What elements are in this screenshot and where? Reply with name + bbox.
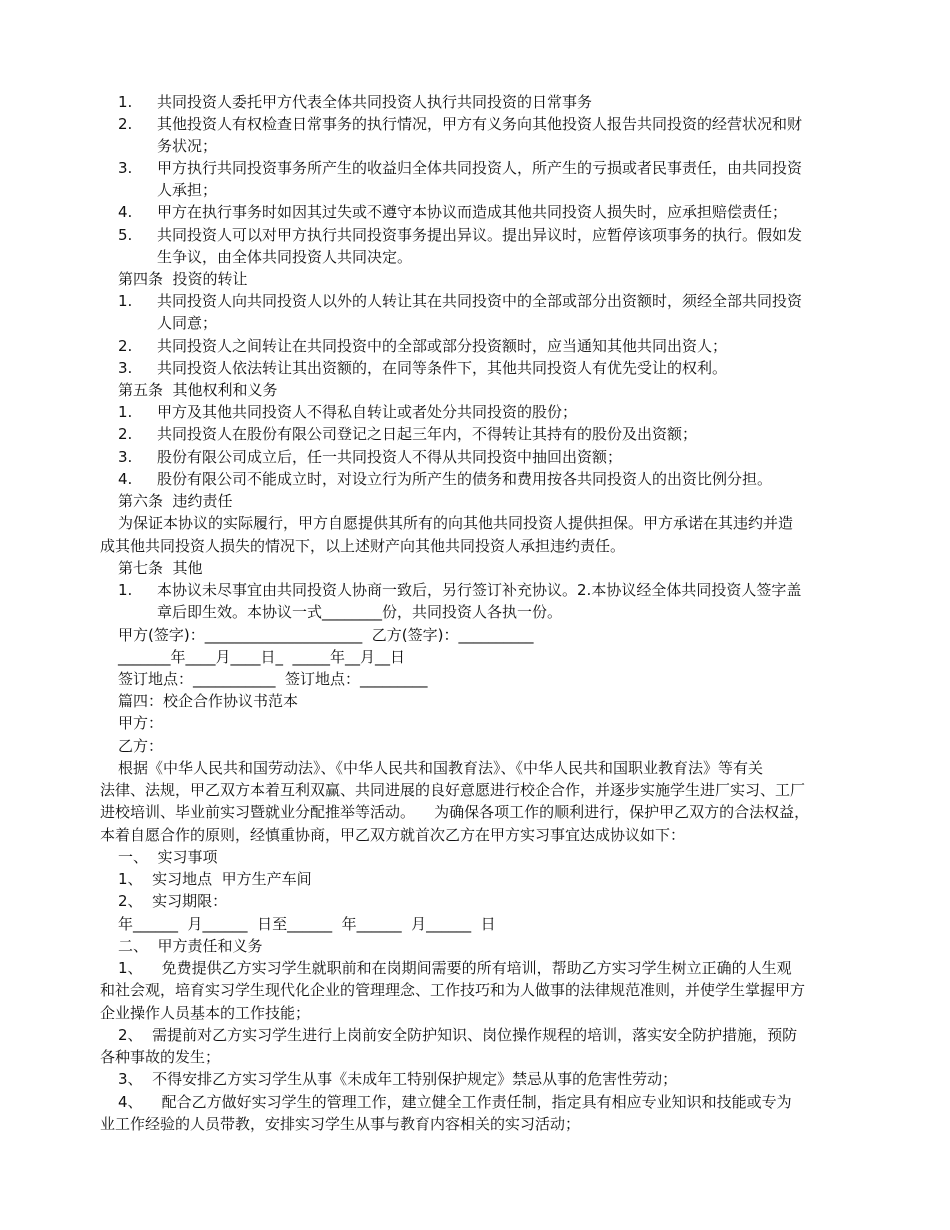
paragraph-line: 为保证本协议的实际履行，甲方自愿提供其所有的向其他共同投资人提供担保。甲方承诺在其违约并造 (118, 514, 794, 532)
list-item-text: 本协议未尽事宜由共同投资人协商一致后，另行签订补充协议。2.本协议经全体共同投资人签字盖 (157, 581, 802, 599)
paragraph-line: 和社会观，培育实习学生现代化企业的管理理念、工作技巧和为人做事的法律规范准则，并使学生掌握甲方 (100, 981, 806, 999)
list-item-text: 股份有限公司成立后，任一共同投资人不得从共同投资中抽回出资额； (157, 448, 623, 466)
list-number: 2. (118, 425, 133, 443)
list-number: 2. (118, 115, 133, 133)
list-number: 2. (118, 337, 133, 355)
date-line: _______年____月____日_ _____年__月__日 (118, 648, 406, 666)
paragraph-line: 业工作经验的人员带教，安排实习学生从事与教育内容相关的实习活动； (100, 1115, 581, 1133)
list-number: 5. (118, 226, 133, 244)
paragraph-line: 4、 配合乙方做好实习学生的管理工作，建立健全工作责任制，指定具有相应专业知识和技能或专为 (118, 1093, 792, 1111)
list-item-text: 共同投资人可以对甲方执行共同投资事务提出异议。提出异议时，应暂停该项事务的执行。假如发 (157, 226, 803, 244)
list-number: 1. (118, 581, 133, 599)
list-number: 1. (118, 93, 133, 111)
section-item: 1、 实习地点 甲方生产车间 (118, 870, 312, 888)
list-item-text: 生争议，由全体共同投资人共同决定。 (157, 248, 413, 266)
list-number: 1. (118, 292, 133, 310)
list-number: 3. (118, 159, 133, 177)
paragraph-line: 成其他共同投资人损失的情况下，以上述财产向其他共同投资人承担违约责任。 (100, 537, 626, 555)
list-item-text: 务状况； (157, 137, 218, 155)
list-item-text: 共同投资人在股份有限公司登记之日起三年内，不得转让其持有的股份及出资额； (157, 425, 698, 443)
party-a-label: 甲方： (118, 714, 164, 732)
list-item-text: 甲方执行共同投资事务所产生的收益归全体共同投资人，所产生的亏损或者民事责任，由共同投资 (157, 159, 803, 177)
article-heading: 第五条 其他权利和义务 (118, 381, 278, 399)
paragraph-line: 根据《中华人民共和国劳动法》、《中华人民共和国教育法》、《中华人民共和国职业教育法》等有关 (118, 759, 764, 777)
list-item-text: 章后即生效。本协议一式________份，共同投资人各执一份。 (157, 603, 563, 621)
party-b-label: 乙方： (118, 737, 164, 755)
article-heading: 第七条 其他 (118, 559, 203, 577)
paragraph-line: 本着自愿合作的原则，经慎重协商，甲乙双方就首次乙方在甲方实习事宜达成协议如下： (100, 826, 686, 844)
section-heading: 二、 甲方责任和义务 (118, 937, 263, 955)
paragraph-line: 1、 免费提供乙方实习学生就职前和在岗期间需要的所有培训，帮助乙方实习学生树立正确的人生观 (118, 959, 792, 977)
section-item: 2、 实习期限： (118, 892, 228, 910)
paragraph-line: 各种事故的发生； (100, 1048, 221, 1066)
list-item-text: 甲方及其他共同投资人不得私自转让或者处分共同投资的股份； (157, 403, 578, 421)
list-number: 4. (118, 203, 133, 221)
paragraph-line: 法律、法规，甲乙双方本着互利双赢、共同进展的良好意愿进行校企合作，并逐步实施学生进厂实习、工厂 (100, 781, 806, 799)
list-number: 1. (118, 403, 133, 421)
list-number: 3. (118, 359, 133, 377)
list-number: 4. (118, 470, 133, 488)
list-item-text: 股份有限公司不能成立时，对设立行为所产生的债务和费用按各共同投资人的出资比例分担。 (157, 470, 773, 488)
section-heading: 一、 实习事项 (118, 848, 218, 866)
list-item-text: 甲方在执行事务时如因其过失或不遵守本协议而造成其他共同投资人损失时，应承担赔偿责任； (157, 203, 788, 221)
signature-line: 甲方(签字)：_____________________ 乙方(签字)：__________ (118, 626, 534, 644)
list-item-text: 共同投资人依法转让其出资额的，在同等条件下，其他共同投资人有优先受让的权利。 (157, 359, 728, 377)
paragraph-line: 企业操作人员基本的工作技能； (100, 1004, 311, 1022)
article-heading: 第四条 投资的转让 (118, 270, 248, 288)
list-item-text: 人同意； (157, 314, 218, 332)
article-heading: 第六条 违约责任 (118, 492, 233, 510)
period-line: 年______ 月______ 日至______ 年______ 月______ 日 (118, 915, 496, 933)
list-item-text: 其他投资人有权检查日常事务的执行情况，甲方有义务向其他投资人报告共同投资的经营状况和财 (157, 115, 803, 133)
paragraph-line: 2、 需提前对乙方实习学生进行上岗前安全防护知识、岗位操作规程的培训，落实安全防护措施，预防 (118, 1026, 798, 1044)
paragraph-line: 3、 不得安排乙方实习学生从事《未成年工特别保护规定》禁忌从事的危害性劳动； (118, 1070, 678, 1088)
list-number: 3. (118, 448, 133, 466)
chapter-title: 篇四：校企合作协议书范本 (118, 692, 299, 710)
list-item-text: 人承担； (157, 181, 218, 199)
list-item-text: 共同投资人向共同投资人以外的人转让其在共同投资中的全部或部分出资额时，须经全部共同投资 (157, 292, 803, 310)
paragraph-line: 进校培训、毕业前实习暨就业分配推举等活动。 为确保各项工作的顺利进行，保护甲乙双方的合法权益， (100, 803, 810, 821)
list-item-text: 共同投资人委托甲方代表全体共同投资人执行共同投资的日常事务 (157, 93, 593, 111)
place-line: 签订地点：___________ 签订地点：_________ (118, 670, 428, 688)
list-item-text: 共同投资人之间转让在共同投资中的全部或部分投资额时，应当通知其他共同出资人； (157, 337, 728, 355)
